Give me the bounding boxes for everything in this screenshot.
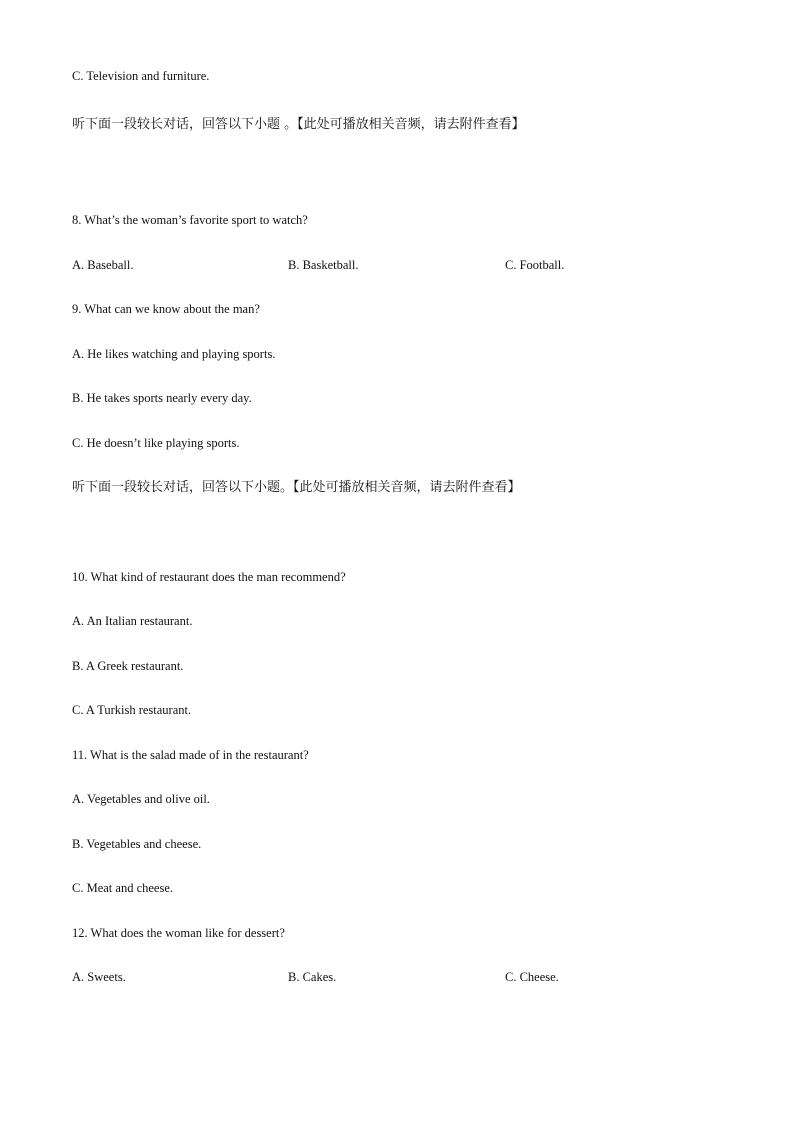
q12-option-a: A. Sweets. bbox=[72, 970, 126, 984]
q8-option-a: A. Baseball. bbox=[72, 258, 134, 272]
q11-option-b: B. Vegetables and cheese. bbox=[72, 837, 202, 851]
q10-option-c: C. A Turkish restaurant. bbox=[72, 703, 192, 717]
q12-option-c: C. Cheese. bbox=[505, 970, 559, 984]
option-c-previous: C. Television and furniture. bbox=[72, 69, 210, 83]
q10-option-b: B. A Greek restaurant. bbox=[72, 659, 184, 673]
listening-instruction: 听下面一段较长对话，回答以下小题 。【此处可播放相关音频，请去附件查看】 bbox=[72, 117, 525, 132]
question-9: 9. What can we know about the man? bbox=[72, 302, 260, 316]
q9-option-c: C. He doesn’t like playing sports. bbox=[72, 436, 240, 450]
question-10: 10. What kind of restaurant does the man recommend? bbox=[72, 570, 346, 584]
q9-option-a: A. He likes watching and playing sports. bbox=[72, 347, 276, 361]
q8-option-b: B. Basketball. bbox=[288, 258, 359, 272]
question-12: 12. What does the woman like for dessert? bbox=[72, 926, 285, 940]
q9-option-b: B. He takes sports nearly every day. bbox=[72, 391, 252, 405]
q11-option-a: A. Vegetables and olive oil. bbox=[72, 792, 210, 806]
question-8: 8. What’s the woman’s favorite sport to watch? bbox=[72, 213, 308, 227]
listening-instruction: 听下面一段较长对话，回答以下小题。【此处可播放相关音频，请去附件查看】 bbox=[72, 480, 521, 495]
q8-option-c: C. Football. bbox=[505, 258, 565, 272]
q12-option-b: B. Cakes. bbox=[288, 970, 337, 984]
q10-option-a: A. An Italian restaurant. bbox=[72, 614, 193, 628]
question-11: 11. What is the salad made of in the restaurant? bbox=[72, 748, 309, 762]
q11-option-c: C. Meat and cheese. bbox=[72, 881, 174, 895]
